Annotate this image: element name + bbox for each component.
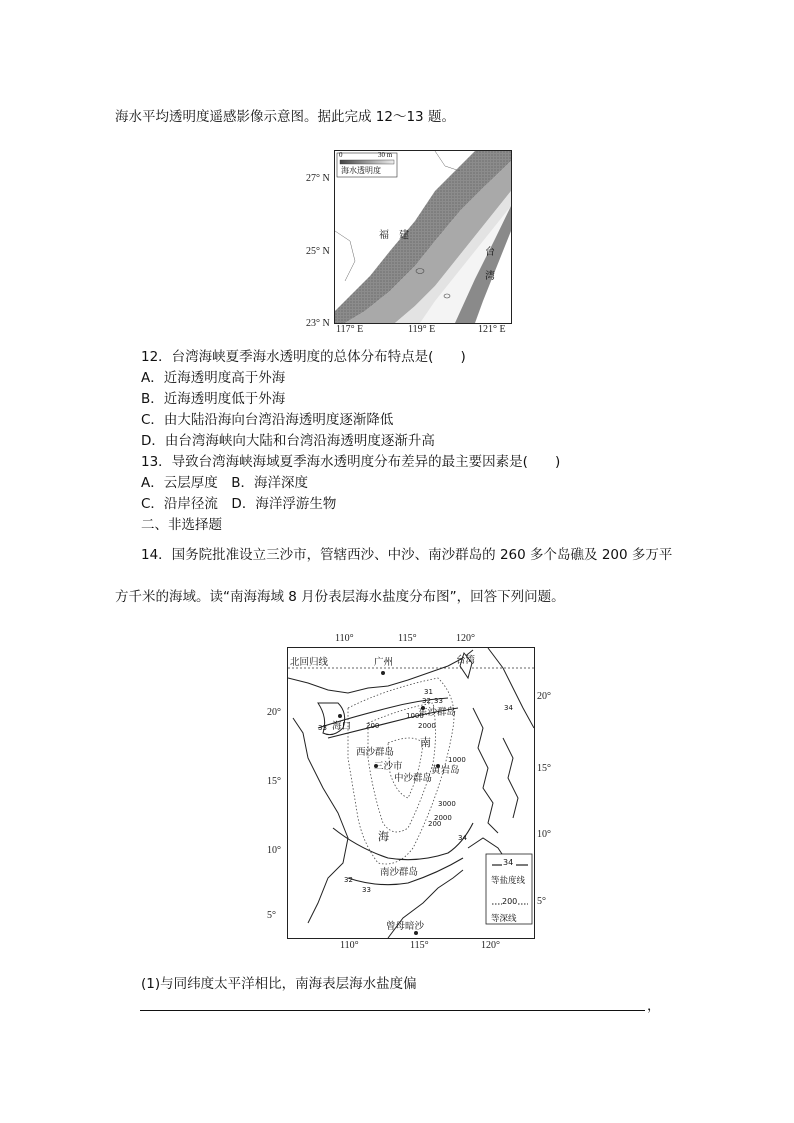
label-zhongsha: 中沙群岛 (394, 773, 433, 784)
q12-option-a: A．近海透明度高于外海 (141, 370, 286, 386)
lat-label-23: 23° N (306, 318, 330, 329)
q13-options-ab: A．云层厚度 B．海洋深度 (141, 475, 308, 491)
depth-1000: 1000 (406, 712, 424, 720)
top-lon-120: 120° (456, 633, 475, 644)
legend-title: 海水透明度 (341, 166, 381, 175)
iso-31: 31 (424, 688, 433, 696)
salinity-map-frame (287, 647, 535, 939)
lon-label-119: 119° E (408, 324, 436, 335)
q14-sub1: (1)与同纬度太平洋相比，南海表层海水盐度偏 (141, 976, 417, 992)
label-zengmu: 曾母暗沙 (386, 921, 425, 932)
legend-salinity-value: 34 (503, 858, 514, 867)
right-lat-15: 15° (537, 763, 551, 774)
salinity-map-svg (288, 648, 534, 938)
bottom-lon-110: 110° (340, 940, 359, 951)
lat-label-27: 27° N (306, 173, 330, 184)
label-huangyan: 黄岩岛 (431, 765, 460, 776)
top-lon-110: 110° (335, 633, 354, 644)
left-lat-15: 15° (267, 776, 281, 787)
label-hai: 海 (378, 830, 389, 843)
right-lat-10: 10° (537, 829, 551, 840)
iso-33-west: 33 (318, 724, 327, 732)
q12-option-c: C．由大陆沿海向台湾沿海透明度逐渐降低 (141, 412, 394, 428)
city-guangzhou: 广州 (374, 657, 394, 668)
iso-34: 34 (504, 704, 513, 712)
intro-text: 海水平均透明度遥感影像示意图。据此完成 12～13 题。 (115, 109, 455, 125)
region-taiwan-1: 台 (485, 247, 495, 258)
q13-options-cd: C．沿岸径流 D．海洋浮游生物 (141, 496, 337, 512)
q12-option-b: B．近海透明度低于外海 (141, 391, 286, 407)
bottom-lon-115: 115° (410, 940, 429, 951)
depth-1000-east: 1000 (448, 756, 466, 764)
iso-34-south: 34 (458, 834, 467, 842)
transparency-map-svg (335, 151, 511, 323)
iso-33: 33 (434, 697, 443, 705)
label-xisha: 西沙群岛 (356, 747, 395, 758)
legend-scale-min: 0 (339, 151, 343, 159)
depth-200: 200 (366, 722, 380, 730)
label-nan: 南 (420, 736, 431, 749)
q14-sub1-comma: ， (647, 998, 661, 1014)
iso-33-south: 33 (362, 886, 371, 894)
legend-salinity-label: 等盐度线 (491, 876, 526, 886)
label-dongsha: 东沙群岛 (418, 707, 457, 718)
label-nansha: 南沙群岛 (380, 867, 419, 878)
region-taiwan-2: 湾 (485, 271, 495, 282)
iso-32: 32 (422, 697, 431, 705)
bottom-lon-120: 120° (481, 940, 500, 951)
answer-blank-line[interactable] (140, 1010, 645, 1011)
left-lat-20: 20° (267, 707, 281, 718)
right-lat-5: 5° (537, 896, 546, 907)
label-taiwan: 台湾 (456, 655, 476, 666)
legend-scale-max: 30 m (378, 151, 393, 159)
legend-depth-value: 200 (502, 897, 518, 906)
depth-2000-south: 2000 (434, 814, 452, 822)
tropic-label: 北回归线 (290, 657, 329, 668)
q14-line2: 方千米的海域。读“南海海域 8 月份表层海水盐度分布图”，回答下列问题。 (115, 589, 565, 605)
lon-label-117: 117° E (336, 324, 364, 335)
left-lat-5: 5° (267, 910, 276, 921)
depth-2000: 2000 (418, 722, 436, 730)
depth-200-south: 200 (428, 820, 442, 828)
q12-stem: 12．台湾海峡夏季海水透明度的总体分布特点是( ) (141, 349, 466, 365)
iso-32-south: 32 (344, 876, 353, 884)
q13-stem: 13．导致台湾海峡海域夏季海水透明度分布差异的最主要因素是( ) (141, 454, 561, 470)
transparency-map-frame (334, 150, 512, 324)
right-lat-20: 20° (537, 691, 551, 702)
city-haikou: 海口 (332, 721, 352, 732)
left-lat-10: 10° (267, 845, 281, 856)
region-fujian: 福 建 (379, 230, 409, 241)
q14-line1: 14．国务院批准设立三沙市，管辖西沙、中沙、南沙群岛的 260 多个岛礁及 200 多万平 (141, 547, 673, 563)
q12-option-d: D．由台湾海峡向大陆和台湾沿海透明度逐渐升高 (141, 433, 435, 449)
label-sansha: 三沙市 (374, 761, 403, 772)
section-title: 二、非选择题 (141, 517, 222, 533)
top-lon-115: 115° (398, 633, 417, 644)
lat-label-25: 25° N (306, 246, 330, 257)
legend-depth-label: 等深线 (491, 914, 517, 924)
depth-3000: 3000 (438, 800, 456, 808)
lon-label-121: 121° E (478, 324, 506, 335)
